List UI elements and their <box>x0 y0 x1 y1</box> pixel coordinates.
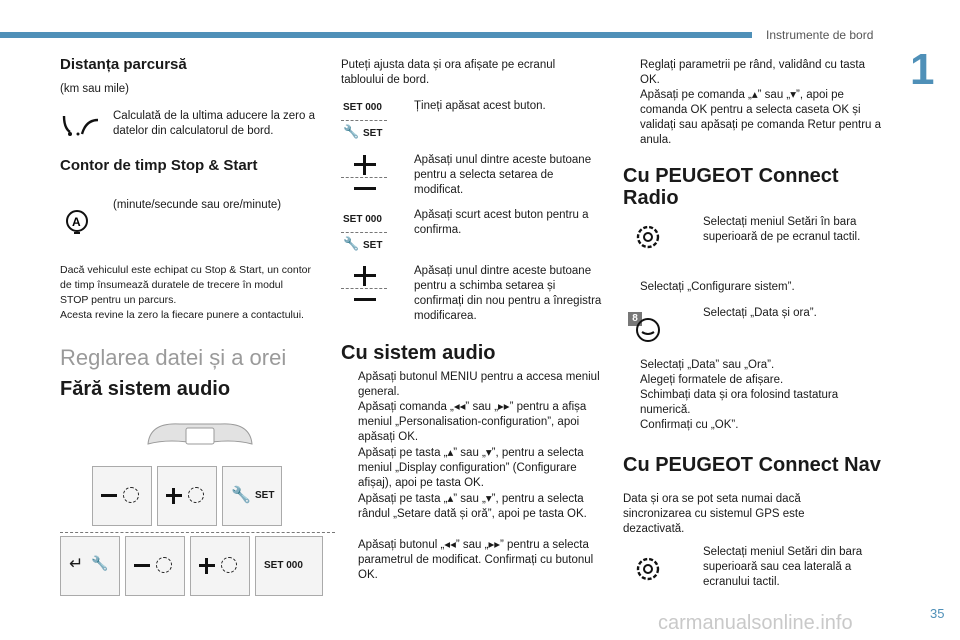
console-button-set000[interactable] <box>255 536 323 596</box>
nav-description: Data și ora se pot seta numai dacă sincronizarea cu sistemul GPS este dezactivată. <box>623 493 805 535</box>
set-button-icon <box>341 100 387 144</box>
stop-start-icon <box>64 207 90 237</box>
wrench-icon: 🔧 <box>91 555 109 571</box>
step-text: Apăsați unul dintre aceste butoane pentru a selecta setarea de modificat. <box>414 154 592 196</box>
step-text: Schimbați data și ora folosind tastatura numerică. <box>640 389 839 416</box>
set-label: SET <box>363 128 383 139</box>
distanta-unit: (km sau mile) <box>60 83 130 95</box>
page-number: 35 <box>930 606 945 621</box>
wrench-icon: 🔧 <box>231 487 251 504</box>
plus-minus-icon-2 <box>341 266 387 308</box>
step-text: Apăsați butonul „◂◂” sau „▸▸” pentru a selecta parametrul de modificat. Confirmați cu butonul OK. <box>358 539 594 581</box>
step-text: Apăsați comanda „◂◂” sau „▸▸” pentru a afișa meniul „Personalisation-configuration”, apoi apăsați OK. <box>358 401 587 443</box>
step-text: Apăsați scurt acest buton pentru a confirma. <box>414 209 589 236</box>
fara-audio-title: Fără sistem audio <box>60 378 231 400</box>
stopstart-unit: (minute/secunde sau ore/minute) <box>113 199 282 211</box>
plus-minus-icon <box>341 155 387 197</box>
trip-distance-icon <box>60 112 102 138</box>
stopstart-title: Contor de timp Stop & Start <box>60 157 258 174</box>
step-text: Reglați parametrii pe rând, validând cu tasta OK. <box>640 59 866 86</box>
radio-title-line: Cu PEUGEOT Connect <box>623 165 839 187</box>
reglare-title: Reglarea datei și a orei <box>60 345 287 370</box>
console-button-plus[interactable] <box>190 536 250 596</box>
set-label: SET <box>363 240 383 251</box>
col2-intro: Puteți ajusta data și ora afișate pe ecranul tabloului de bord. <box>341 59 556 86</box>
step-text: Selectați „Configurare sistem”. <box>640 281 795 293</box>
note-line: de timp însumează duratele de trecere în modul <box>60 279 283 291</box>
distanta-description: Calculată de la ultima aducere la zero a datelor din calculatorul de bord. <box>113 110 316 137</box>
step-badge: 8 <box>628 312 642 326</box>
chapter-number: 1 <box>910 45 935 94</box>
step-text: Apăsați pe tasta „▴” sau „▾”, pentru a selecta meniul „Display configuration” (Configurare afișaj), apoi pe tasta OK. <box>358 447 584 489</box>
console-button-return[interactable] <box>60 536 120 596</box>
step-text: Apăsați pe comanda „▴” sau „▾”, apoi pe comanda OK pentru a selecta caseta OK și validați sau apăsați pe comanda Retur pentru a anula. <box>640 89 882 146</box>
console-button-brightness-minus[interactable] <box>92 466 152 526</box>
watermark: carmanualsonline.info <box>658 612 853 634</box>
divider <box>341 120 387 121</box>
note-line: Acesta revine la zero la fiecare punere a contactului. <box>60 309 304 321</box>
wrench-icon: 🔧 <box>343 236 360 251</box>
step-text: Confirmați cu „OK”. <box>640 419 739 431</box>
console-button-minus[interactable] <box>125 536 185 596</box>
console-button-brightness-plus[interactable] <box>157 466 217 526</box>
radio-title-line: Radio <box>623 187 679 209</box>
step-text: Țineți apăsat acest buton. <box>414 100 546 112</box>
radio-title <box>623 165 839 209</box>
note-line: Dacă vehiculul este echipat cu Stop & Start, un contor <box>60 264 311 276</box>
nav-title: Cu PEUGEOT Connect Nav <box>623 454 881 476</box>
audio-title: Cu sistem audio <box>341 342 496 364</box>
step-text: Apăsați butonul MENIU pentru a accesa meniul general. <box>358 371 600 398</box>
set000-label: SET 000 <box>343 214 382 225</box>
distanta-title: Distanța parcursă <box>60 56 187 73</box>
set000-label: SET 000 <box>343 102 382 113</box>
step-text: Apăsați unul dintre aceste butoane pentru a schimba setarea și confirmați din nou pentru a înregistra modificarea. <box>414 265 602 322</box>
set000-label: SET 000 <box>264 560 303 571</box>
console-button-set[interactable] <box>222 466 282 526</box>
step-text: Alegeți formatele de afișare. <box>640 374 784 386</box>
header-bar <box>0 32 752 38</box>
settings-gear-icon <box>635 556 661 582</box>
step-text: Selectați meniul Setări în bara superioară de pe ecranul tactil. <box>703 216 861 243</box>
wrench-icon: 🔧 <box>343 124 360 139</box>
settings-gear-icon <box>635 224 661 250</box>
instrument-panel-illustration <box>60 410 335 606</box>
set-button-icon-2 <box>341 212 387 256</box>
step-text: Selectați meniul Setări din bara superioară sau cea laterală a ecranului tactil. <box>703 546 863 588</box>
return-icon: ↵ <box>69 554 84 573</box>
step-text: Selectați „Data” sau „Ora”. <box>640 359 775 371</box>
stopstart-note <box>60 263 330 323</box>
step-text: Selectați „Data și ora”. <box>703 307 817 319</box>
note-line: STOP pentru un parcurs. <box>60 294 177 306</box>
set-label: SET <box>255 490 275 501</box>
clock-icon <box>628 312 664 344</box>
svg-text:A: A <box>72 215 81 229</box>
divider <box>60 532 335 533</box>
step-text: Apăsați pe tasta „▴” sau „▾”, pentru a selecta rândul „Setare dată și oră”, apoi pe tasta OK. <box>358 493 587 520</box>
header-section-title: Instrumente de bord <box>766 28 874 42</box>
